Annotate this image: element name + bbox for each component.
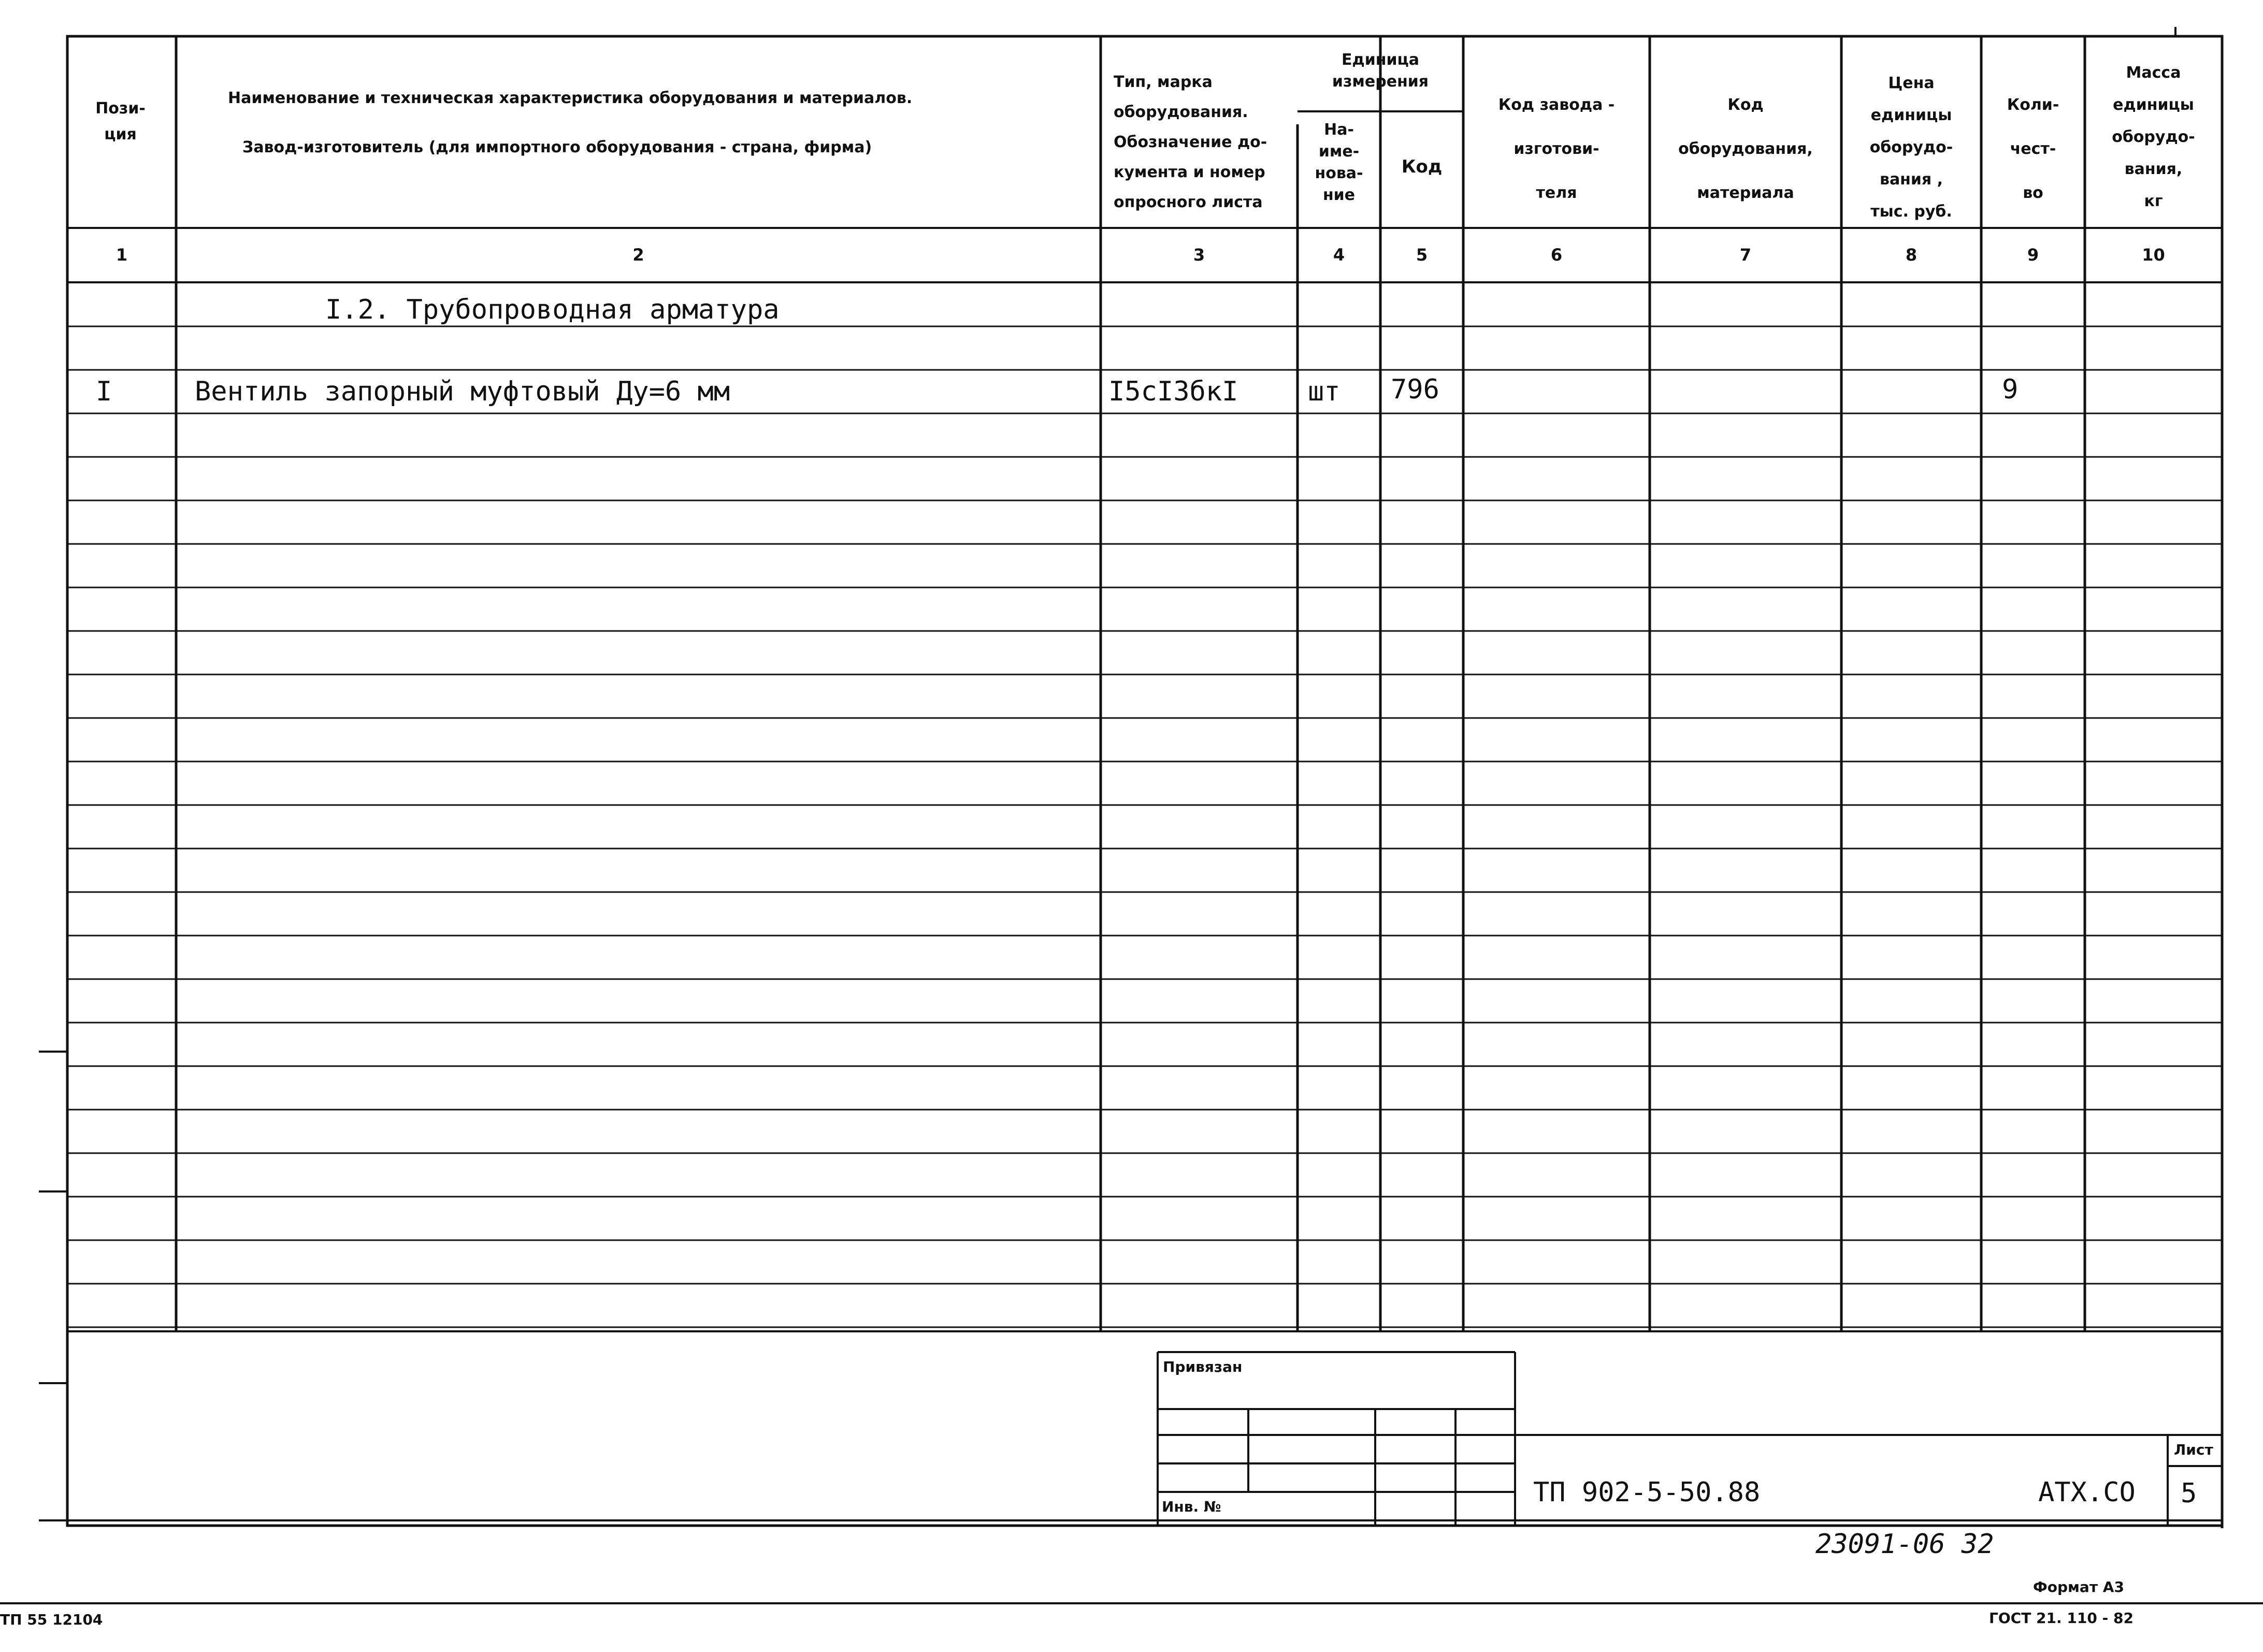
stamp-inv-label: Инв. № — [1162, 1498, 1221, 1515]
row-type: I5cI3бкI — [1108, 376, 1238, 407]
column-number: 7 — [1739, 245, 1752, 265]
header-item-code: Код оборудования, материала — [1678, 96, 1813, 202]
column-number: 9 — [2027, 245, 2039, 265]
row-position: I — [96, 376, 112, 407]
header-position: Пози- ция — [95, 99, 146, 143]
header-unit: Единица измерения — [1332, 51, 1429, 91]
format-label: Формат А3 — [2033, 1578, 2124, 1596]
section-title: I.2. Трубопроводная арматура — [325, 294, 780, 325]
header-unit-name: На- име- нова- ние — [1315, 121, 1363, 204]
row-name: Вентиль запорный муфтовый Ду=6 мм — [195, 376, 730, 407]
row-qty: 9 — [2002, 374, 2019, 405]
header-mass: Масса единицы оборудо- вания, кг — [2112, 64, 2195, 210]
header-type: Тип, марка оборудования. Обозначение до- кумента и номер опросного листа — [1114, 73, 1267, 211]
header-name-line1: Наименование и техническая характеристика оборудования и материалов. — [228, 89, 913, 107]
sheet-label: Лист — [2174, 1441, 2213, 1458]
stamp-attached-label: Привязан — [1163, 1358, 1243, 1375]
header-unit-code: Код — [1401, 156, 1443, 177]
header-maker-code: Код завода - изготови- теля — [1498, 96, 1615, 202]
doc-number: ТП 902-5-50.88 — [1533, 1477, 1761, 1508]
column-number: 4 — [1333, 245, 1345, 265]
row-unit: шт — [1308, 376, 1340, 407]
header-name-line2: Завод-изготовитель (для импортного оборудования - страна, фирма) — [242, 138, 872, 156]
column-number: 10 — [2142, 245, 2165, 265]
print-code: ТП 55 12104 — [0, 1611, 103, 1628]
column-number: 2 — [632, 245, 644, 265]
row-unit-code: 796 — [1391, 374, 1439, 405]
sheet-number: 5 — [2181, 1478, 2197, 1509]
column-number: 8 — [1905, 245, 1918, 265]
column-number: 6 — [1550, 245, 1563, 265]
column-number: 5 — [1416, 245, 1428, 265]
column-number: 1 — [116, 245, 128, 265]
header-qty: Коли- чест- во — [2007, 96, 2059, 202]
archive-number: 23091-06 32 — [1815, 1529, 1994, 1560]
gost-label: ГОСТ 21. 110 - 82 — [1989, 1610, 2134, 1627]
column-number: 3 — [1193, 245, 1205, 265]
doc-code: АТХ.СО — [2038, 1477, 2136, 1508]
header-price: Цена единицы оборудо- вания , тыс. руб. — [1869, 74, 1953, 221]
